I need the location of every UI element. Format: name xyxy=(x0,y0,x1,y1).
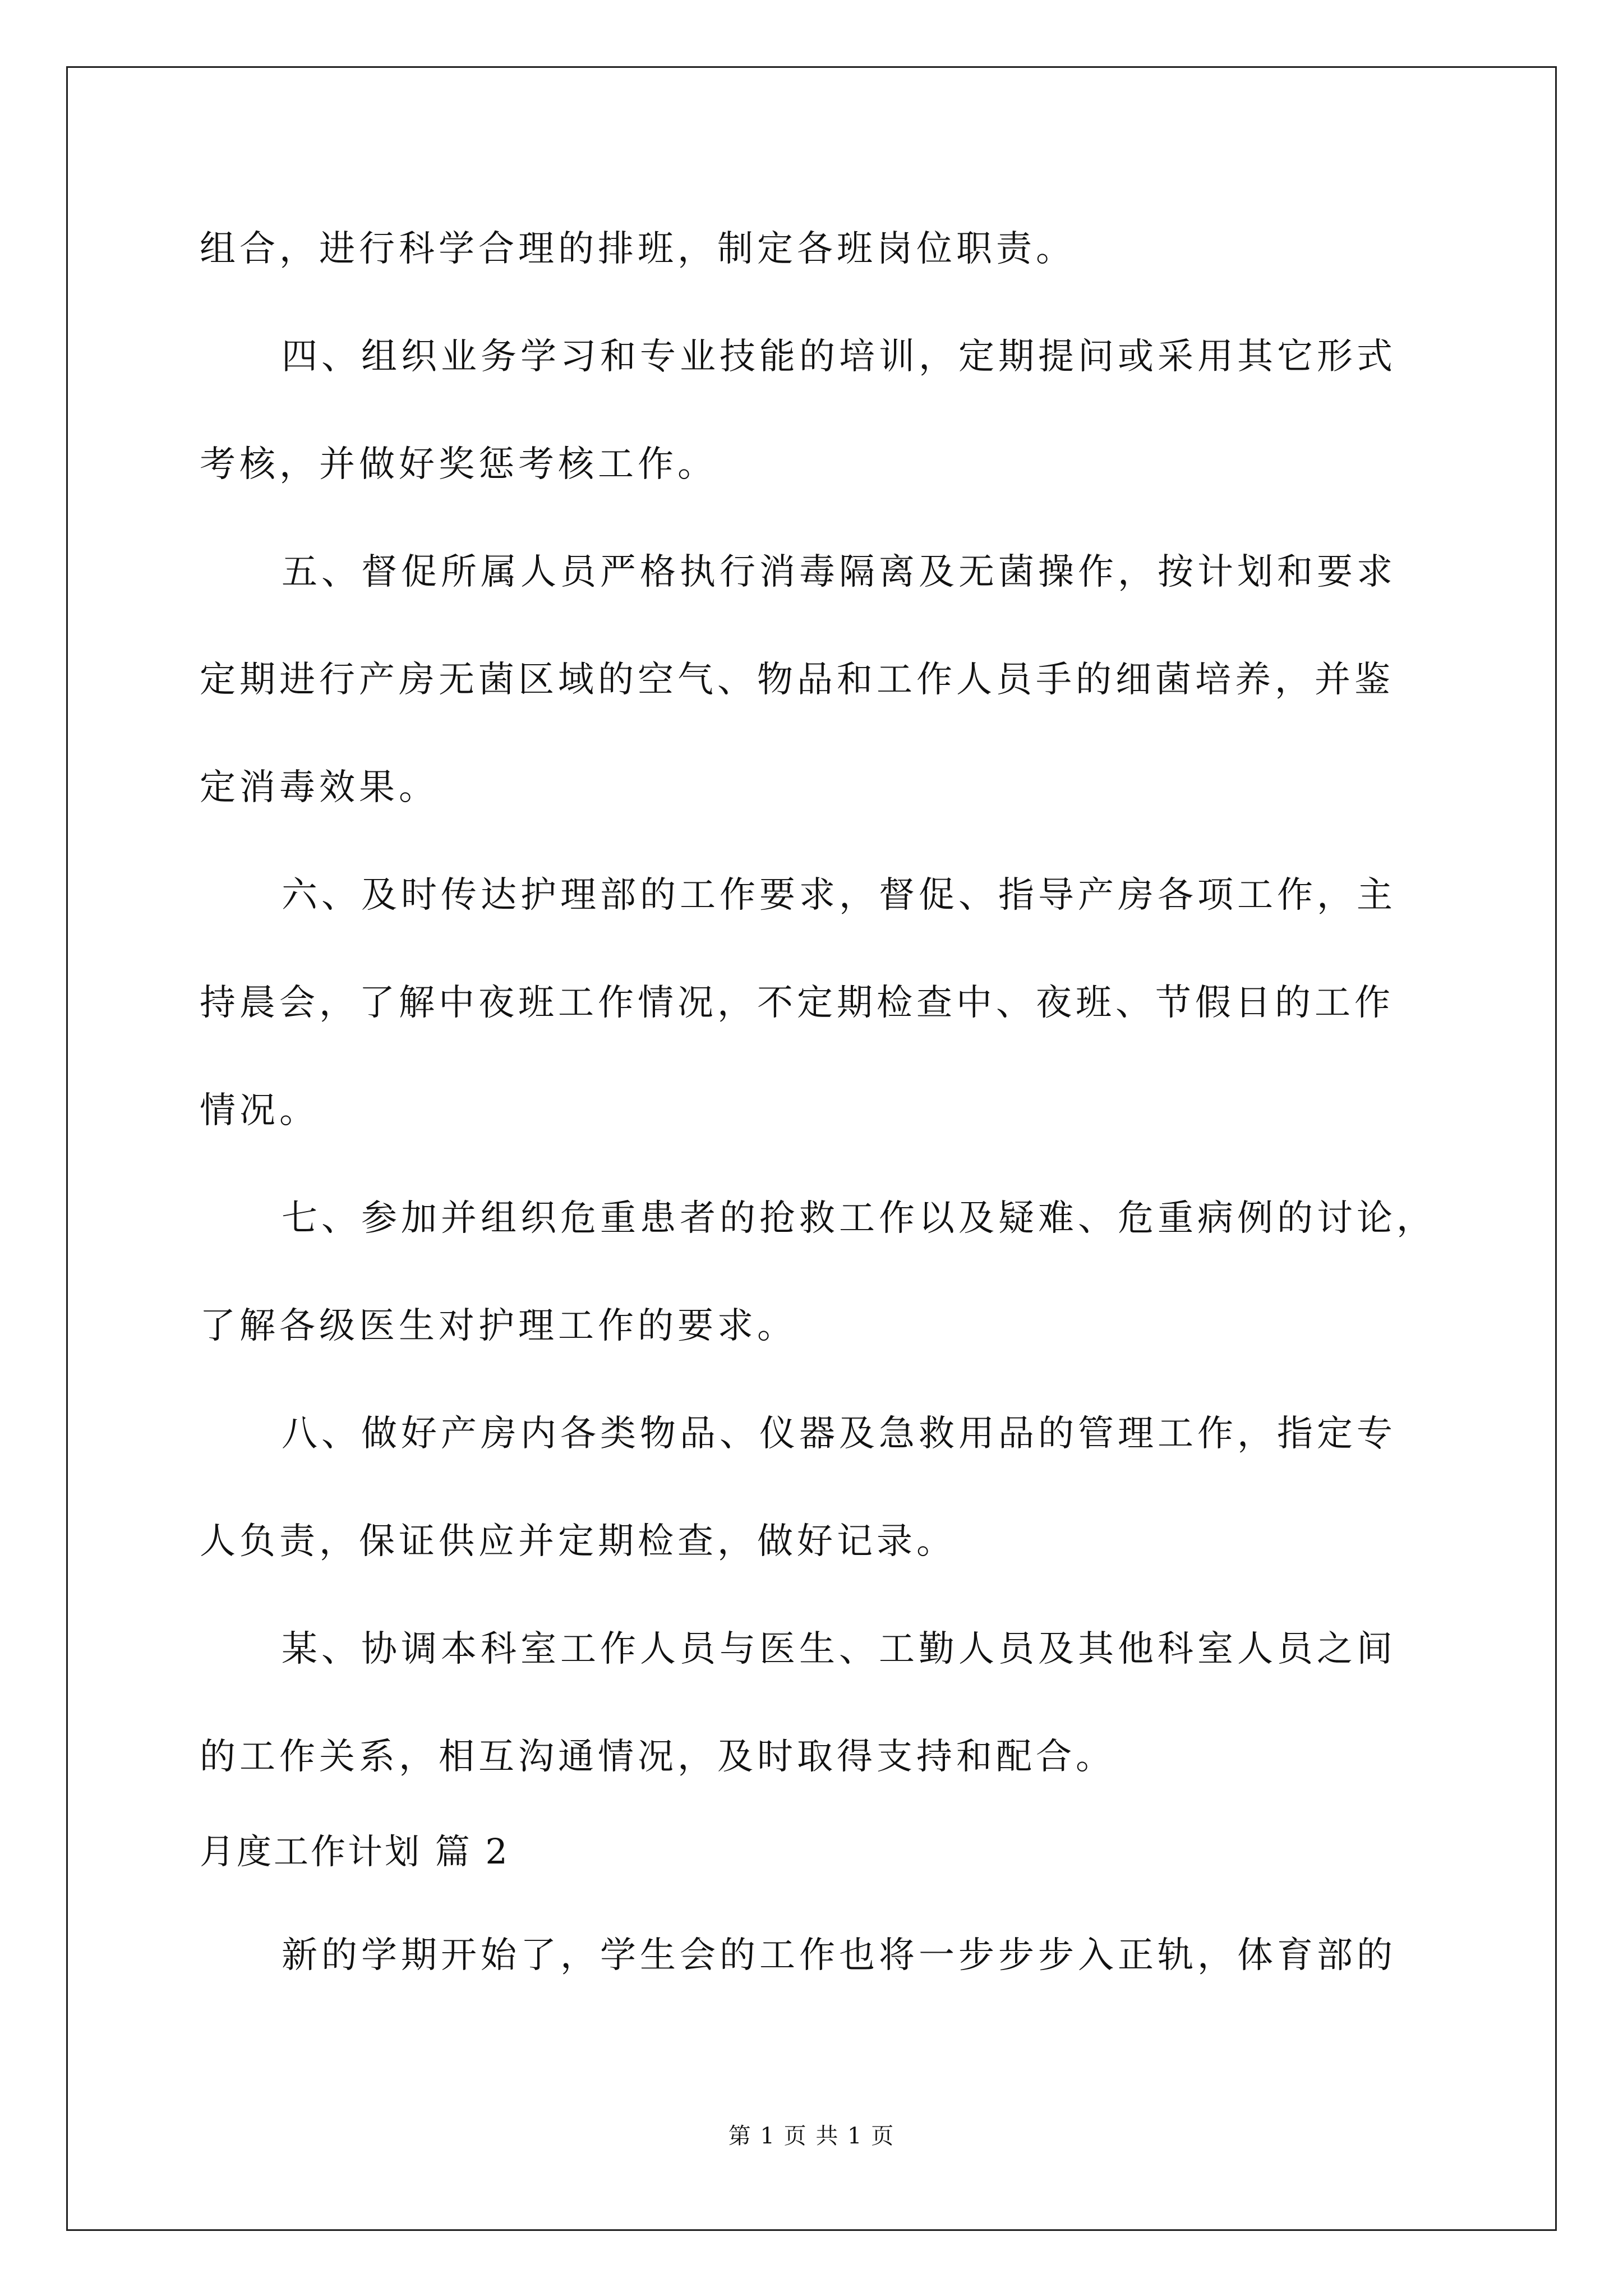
page-footer: 第 1 页 共 1 页 xyxy=(728,2123,895,2149)
text-line: 五、督促所属人员严格执行消毒隔离及无菌操作，按计划和要求 xyxy=(282,551,1396,593)
text-line: 七、参加并组织危重患者的抢救工作以及疑难、危重病例的讨论， xyxy=(282,1198,1436,1239)
text-line: 六、及时传达护理部的工作要求，督促、指导产房各项工作，主 xyxy=(282,875,1396,916)
text-line: 四、组织业务学习和专业技能的培训，定期提问或采用其它形式 xyxy=(282,336,1396,378)
text-line: 定期进行产房无菌区域的空气、物品和工作人员手的细菌培养，并鉴 xyxy=(200,659,1394,701)
text-line: 定消毒效果。 xyxy=(200,767,439,808)
text-line: 某、协调本科室工作人员与医生、工勤人员及其他科室人员之间 xyxy=(282,1628,1396,1670)
text-line: 八、做好产房内各类物品、仪器及急救用品的管理工作，指定专 xyxy=(282,1413,1396,1455)
page-border xyxy=(66,66,1557,2231)
section-heading: 月度工作计划 篇 2 xyxy=(200,1831,510,1872)
text-line: 新的学期开始了，学生会的工作也将一步步步入正轨，体育部的 xyxy=(282,1935,1396,1976)
text-line: 人负责，保证供应并定期检查，做好记录。 xyxy=(200,1521,956,1562)
text-line: 了解各级医生对护理工作的要求。 xyxy=(200,1305,797,1347)
text-line: 情况。 xyxy=(200,1090,319,1131)
text-line: 的工作关系，相互沟通情况，及时取得支持和配合。 xyxy=(200,1736,1115,1778)
text-line: 考核，并做好奖惩考核工作。 xyxy=(200,444,717,485)
text-line: 持晨会，了解中夜班工作情况，不定期检查中、夜班、节假日的工作 xyxy=(200,982,1394,1024)
text-line: 组合，进行科学合理的排班，制定各班岗位职责。 xyxy=(200,228,1076,270)
